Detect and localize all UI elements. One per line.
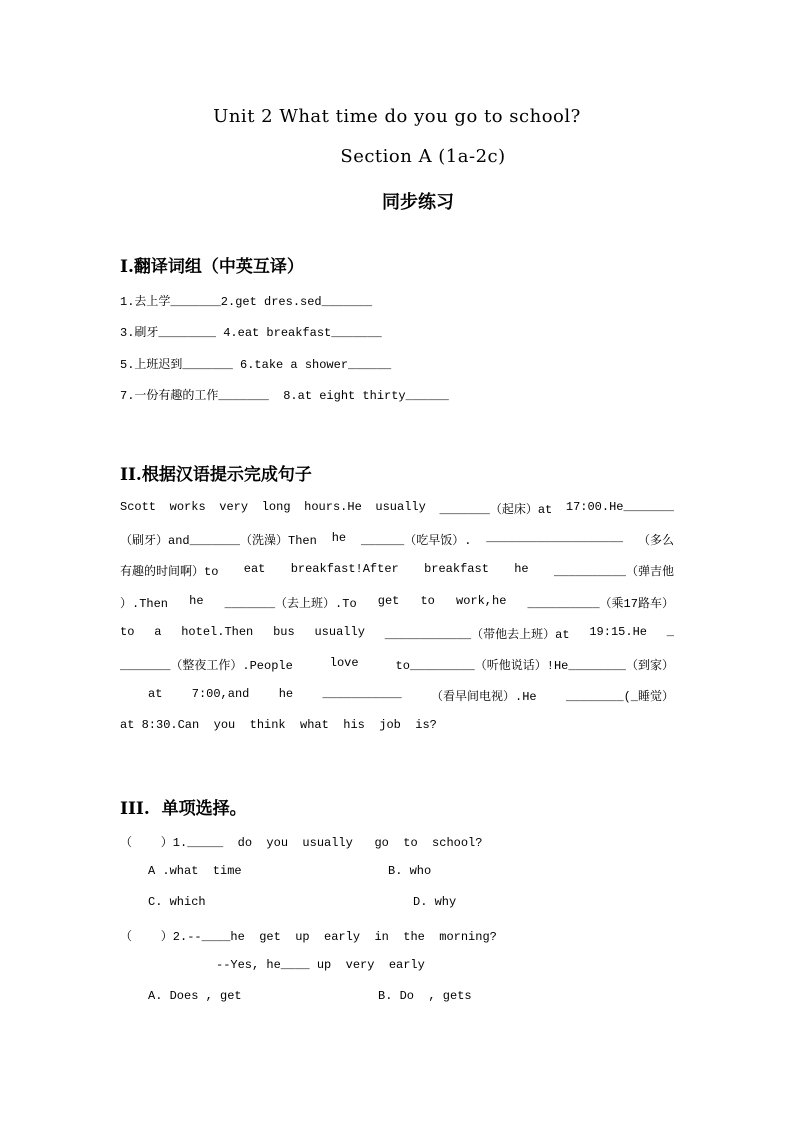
word: he <box>189 594 204 608</box>
word: eat <box>243 562 266 576</box>
word: a <box>154 625 162 639</box>
part2-line-8: at 8:30.Can you think what his job is? <box>120 718 437 732</box>
q1-option-c: C. which <box>148 895 206 909</box>
q2-stem: （ ）2.--____he get up early in the morning? <box>120 930 497 944</box>
part2-line-2 <box>120 531 674 548</box>
part2-line-3 <box>120 562 674 579</box>
word: get <box>377 594 400 608</box>
word: Scott <box>120 500 157 514</box>
q1-option-a: A .what time <box>148 864 242 878</box>
word: （刷牙）and_______（洗澡）Then <box>120 534 317 548</box>
worksheet-subtitle: 同步练习 <box>382 192 454 213</box>
q1-option-d: D. why <box>413 895 457 909</box>
word: to <box>120 625 135 639</box>
part1-line-1: 1.去上学_______2.get dres.sed_______ <box>120 295 373 309</box>
word: love <box>329 656 359 670</box>
word: at <box>148 687 163 701</box>
word: he <box>331 531 347 545</box>
word: 7:00,and <box>191 687 250 701</box>
word: ___________________ <box>486 531 624 545</box>
word: （看早间电视）.He <box>431 690 537 704</box>
page-title: Unit 2 What time do you go to school? <box>213 106 581 127</box>
word: ______（吃早饭）. <box>360 534 472 548</box>
word: works <box>169 500 206 514</box>
word: breakfast <box>424 562 489 576</box>
word: to <box>420 594 435 608</box>
word: long <box>261 500 291 514</box>
part2-line-6 <box>120 656 674 673</box>
word: to_________（听他说话）!He________（到家） <box>395 659 674 673</box>
word: very <box>219 500 249 514</box>
word: ___________ <box>322 687 402 701</box>
word: 17:00.He_______ <box>565 500 674 514</box>
word: work,he <box>456 594 507 608</box>
part2-line-7 <box>148 687 674 704</box>
word: （多么 <box>637 534 674 548</box>
word: ________(_睡觉） <box>565 690 674 704</box>
word: bus <box>273 625 295 639</box>
part2-line-4 <box>120 594 674 611</box>
word: hours.He <box>304 500 362 514</box>
word: _ <box>666 625 674 639</box>
word: _______（起床）at <box>439 503 553 517</box>
word: __________（乘17路车） <box>527 597 674 611</box>
section-title: Section A (1a-2c) <box>340 146 506 167</box>
word: he <box>514 562 529 576</box>
part1-line-4: 7.一份有趣的工作_______ 8.at eight thirty______ <box>120 389 449 403</box>
q1-stem: （ ）1._____ do you usually go to school? <box>120 836 483 850</box>
part2-line-1 <box>120 500 674 517</box>
word: hotel.Then <box>181 625 254 639</box>
part2-line-5 <box>120 625 674 642</box>
word: usually <box>375 500 426 514</box>
part1-heading: I.翻译词组（中英互译） <box>120 257 304 277</box>
word: __________（弹吉他 <box>553 565 674 579</box>
q2-option-a: A. Does , get <box>148 989 242 1003</box>
word: 19:15.He <box>589 625 647 639</box>
part1-line-2: 3.刷牙________ 4.eat breakfast_______ <box>120 326 382 340</box>
word: he <box>278 687 294 701</box>
q2-reply: --Yes, he____ up very early <box>216 958 425 972</box>
word: ）.Then <box>120 597 169 611</box>
word: 有趣的时间啊）to <box>120 565 219 579</box>
word: _______（整夜工作）.People <box>120 659 293 673</box>
word: usually <box>314 625 365 639</box>
word: ____________（带他去上班）at <box>384 628 570 642</box>
q2-option-b: B. Do , gets <box>378 989 472 1003</box>
part2-heading: II.根据汉语提示完成句子 <box>120 465 312 485</box>
part3-heading: III. 单项选择。 <box>120 799 247 819</box>
word: breakfast!After <box>290 562 399 576</box>
q1-option-b: B. who <box>388 864 432 878</box>
part1-line-3: 5.上班迟到_______ 6.take a shower______ <box>120 358 392 372</box>
word: _______（去上班）.To <box>224 597 357 611</box>
